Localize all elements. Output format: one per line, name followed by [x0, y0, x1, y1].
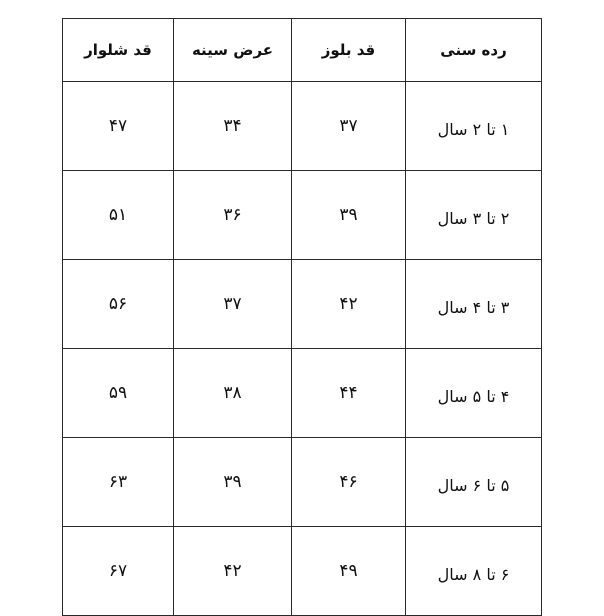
cell-age-range: ۱ تا ۲ سال	[406, 82, 542, 171]
cell-pants-length: ۵۹	[63, 349, 174, 438]
cell-chest-width: ۳۹	[174, 438, 292, 527]
cell-age-range: ۶ تا ۸ سال	[406, 527, 542, 616]
table-row	[63, 82, 542, 171]
cell-pants-length: ۴۷	[63, 82, 174, 171]
cell-age-range: ۳ تا ۴ سال	[406, 260, 542, 349]
cell-blouse-length: ۴۹	[292, 527, 406, 616]
cell-blouse-length: ۴۶	[292, 438, 406, 527]
table-header	[63, 19, 542, 82]
cell-blouse-length: ۳۷	[292, 82, 406, 171]
header-chest-width: عرض سینه	[174, 19, 292, 82]
table-body	[63, 82, 542, 616]
cell-blouse-length: ۴۲	[292, 260, 406, 349]
cell-chest-width: ۳۴	[174, 82, 292, 171]
cell-chest-width: ۴۲	[174, 527, 292, 616]
header-age-range: رده سنی	[406, 19, 542, 82]
cell-chest-width: ۳۶	[174, 171, 292, 260]
cell-age-range: ۵ تا ۶ سال	[406, 438, 542, 527]
cell-pants-length: ۵۶	[63, 260, 174, 349]
table-row	[63, 527, 542, 616]
table-row	[63, 260, 542, 349]
cell-age-range: ۲ تا ۳ سال	[406, 171, 542, 260]
table-row	[63, 438, 542, 527]
cell-pants-length: ۵۱	[63, 171, 174, 260]
cell-pants-length: ۶۳	[63, 438, 174, 527]
cell-pants-length: ۶۷	[63, 527, 174, 616]
cell-chest-width: ۳۸	[174, 349, 292, 438]
header-row	[63, 19, 542, 82]
table-row	[63, 349, 542, 438]
cell-blouse-length: ۳۹	[292, 171, 406, 260]
header-blouse-length: قد بلوز	[292, 19, 406, 82]
cell-chest-width: ۳۷	[174, 260, 292, 349]
cell-blouse-length: ۴۴	[292, 349, 406, 438]
cell-age-range: ۴ تا ۵ سال	[406, 349, 542, 438]
table-row	[63, 171, 542, 260]
header-pants-length: قد شلوار	[63, 19, 174, 82]
size-chart-table	[62, 18, 542, 616]
